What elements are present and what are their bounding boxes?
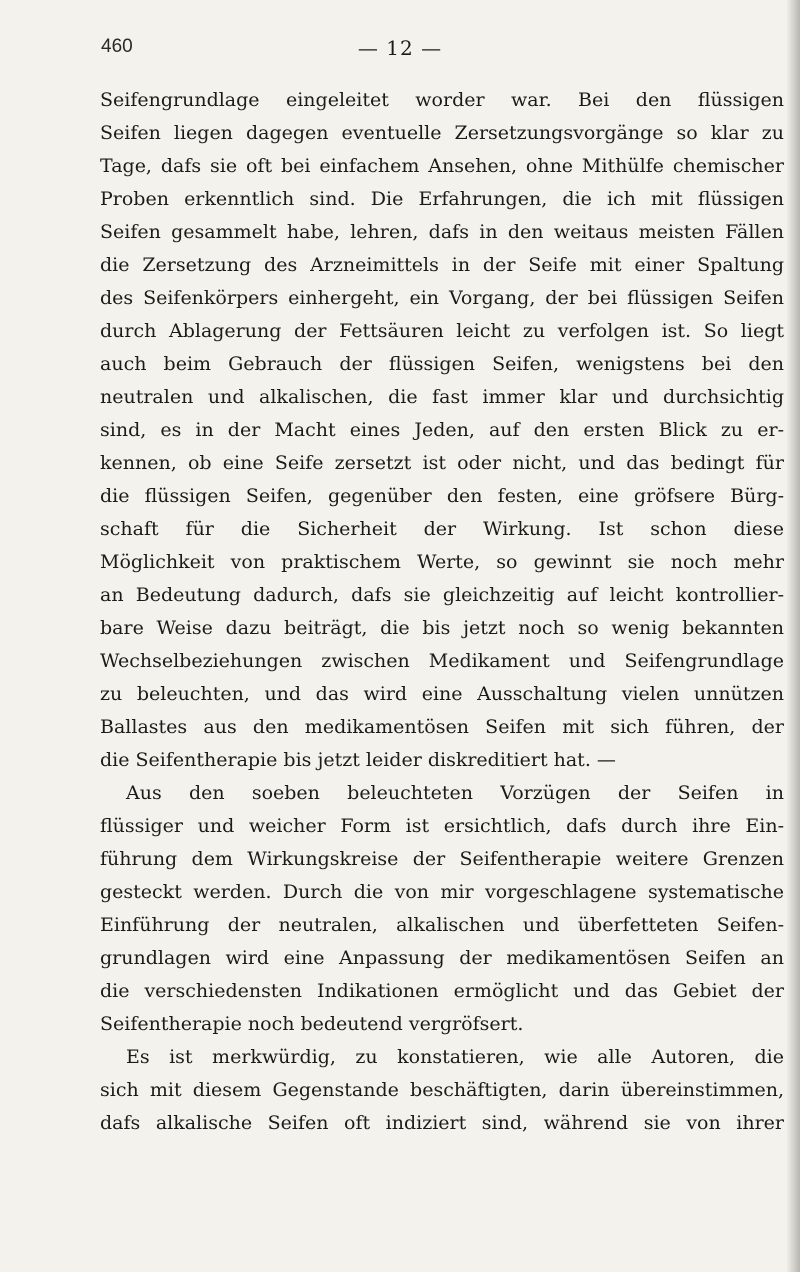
text-line: bare Weise dazu beiträgt, die bis jetzt noch so wenig bekannten xyxy=(100,617,784,639)
text-line: Seifengrundlage eingeleitet worder war. Bei den flüssigen xyxy=(100,89,784,111)
text-line: zu beleuchten, und das wird eine Ausschaltung vielen unnützen xyxy=(100,683,784,705)
text-line: Einführung der neutralen, alkalischen und überfetteten Seifen- xyxy=(100,914,784,936)
text-line: Seifen liegen dagegen eventuelle Zersetzungsvorgänge so klar zu xyxy=(100,122,784,144)
text-line: auch beim Gebrauch der flüssigen Seifen, wenigstens bei den xyxy=(100,353,784,375)
text-line: Seifen gesammelt habe, lehren, dafs in den weitaus meisten Fällen xyxy=(100,221,784,243)
page-edge-shadow xyxy=(786,0,800,1272)
text-line: Tage, dafs sie oft bei einfachem Ansehen, ohne Mithülfe chemischer xyxy=(100,155,784,177)
text-line: Seifentherapie noch bedeutend vergröfsert. xyxy=(100,1013,524,1035)
text-line: Aus den soeben beleuchteten Vorzügen der Seifen in xyxy=(126,782,784,804)
text-line: neutralen und alkalischen, die fast immer klar und durchsichtig xyxy=(100,386,784,408)
text-line: die verschiedensten Indikationen ermöglicht und das Gebiet der xyxy=(100,980,784,1002)
text-line: die Seifentherapie bis jetzt leider diskreditiert hat. — xyxy=(100,749,616,771)
text-line: dafs alkalische Seifen oft indiziert sind, während sie von ihrer xyxy=(100,1112,784,1134)
text-line: schaft für die Sicherheit der Wirkung. Ist schon diese xyxy=(100,518,784,540)
text-line: sich mit diesem Gegenstande beschäftigten, darin übereinstimmen, xyxy=(100,1079,784,1101)
text-line: sind, es in der Macht eines Jeden, auf den ersten Blick zu er- xyxy=(100,419,784,441)
body-text xyxy=(100,84,784,1140)
page-margin-number: 460 xyxy=(101,36,133,57)
text-line: kennen, ob eine Seife zersetzt ist oder nicht, und das bedingt für xyxy=(100,452,784,474)
text-line: durch Ablagerung der Fettsäuren leicht zu verfolgen ist. So liegt xyxy=(100,320,784,342)
text-line: führung dem Wirkungskreise der Seifentherapie weitere Grenzen xyxy=(100,848,784,870)
text-line: an Bedeutung dadurch, dafs sie gleichzeitig auf leicht kontrollier- xyxy=(100,584,784,606)
text-line: des Seifenkörpers einhergeht, ein Vorgang, der bei flüssigen Seifen xyxy=(100,287,784,309)
running-head-page-number: — 12 — xyxy=(357,36,443,60)
text-line: Wechselbeziehungen zwischen Medikament und Seifengrundlage xyxy=(100,650,784,672)
text-line: Proben erkenntlich sind. Die Erfahrungen, die ich mit flüssigen xyxy=(100,188,784,210)
text-line: die Zersetzung des Arzneimittels in der Seife mit einer Spaltung xyxy=(100,254,784,276)
text-line: flüssiger und weicher Form ist ersichtlich, dafs durch ihre Ein- xyxy=(100,815,784,837)
text-line: Es ist merkwürdig, zu konstatieren, wie alle Autoren, die xyxy=(126,1046,784,1068)
text-line: gesteckt werden. Durch die von mir vorgeschlagene systematische xyxy=(100,881,784,903)
text-line: grundlagen wird eine Anpassung der medikamentösen Seifen an xyxy=(100,947,784,969)
text-line: Ballastes aus den medikamentösen Seifen mit sich führen, der xyxy=(100,716,784,738)
text-line: die flüssigen Seifen, gegenüber den festen, eine gröfsere Bürg- xyxy=(100,485,784,507)
text-line: Möglichkeit von praktischem Werte, so gewinnt sie noch mehr xyxy=(100,551,784,573)
